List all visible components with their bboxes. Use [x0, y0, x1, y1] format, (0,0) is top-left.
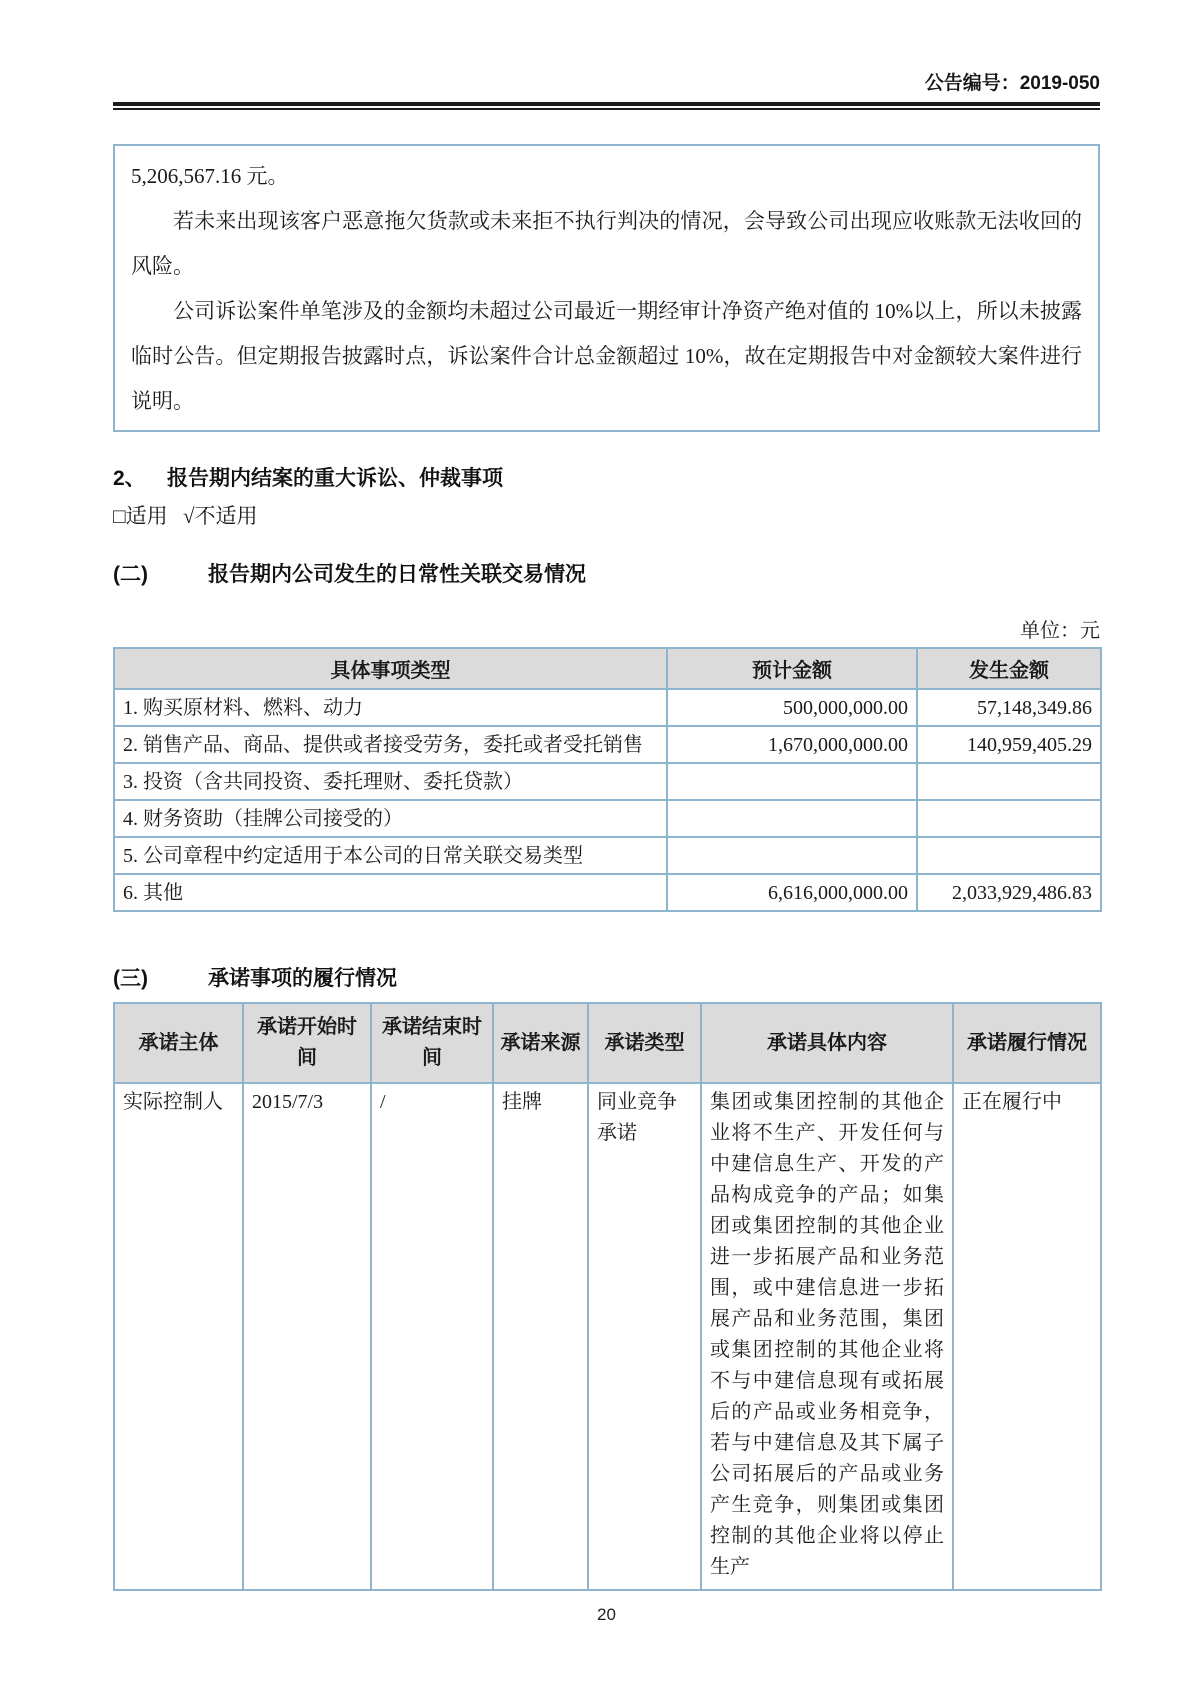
table2-header-end: 承诺结束时间: [371, 1003, 493, 1083]
checkbox-applicable-option: □适用: [113, 504, 168, 528]
table2-header-type: 承诺类型: [588, 1003, 701, 1083]
table-cell: 2. 销售产品、商品、提供或者接受劳务，委托或者受托销售: [114, 726, 667, 763]
announcement-number: 公告编号：2019-050: [924, 73, 1100, 94]
commitment-status-cell: 正在履行中: [953, 1083, 1101, 1590]
section-iii-title: 承诺事项的履行情况: [208, 967, 397, 990]
commitments-table: [113, 1002, 1102, 1591]
risk-note-box: [113, 144, 1100, 432]
table-cell: [667, 763, 917, 800]
table2-header-subject: 承诺主体: [114, 1003, 243, 1083]
table2-header-status: 承诺履行情况: [953, 1003, 1101, 1083]
table-row: [114, 763, 1101, 800]
risk-note-paragraph-disclosure: 公司诉讼案件单笔涉及的金额均未超过公司最近一期经审计净资产绝对值的 10%以上，所以未披露临时公告。但定期报告披露时点，诉讼案件合计总金额超过 10%，故在定期报告中对金额较大案件进行说明。: [131, 299, 1082, 413]
table-cell: 1. 购买原材料、燃料、动力: [114, 689, 667, 726]
commitment-type-cell: 同业竞争承诺: [588, 1083, 701, 1590]
table1-header-type: 具体事项类型: [114, 648, 667, 689]
check-not-applicable-option: √不适用: [182, 504, 258, 528]
table1-header-estimated: 预计金额: [667, 648, 917, 689]
table-cell: [917, 837, 1101, 874]
table-cell: [917, 800, 1101, 837]
table-row: [114, 800, 1101, 837]
risk-note-paragraph-risk: 若未来出现该客户恶意拖欠货款或未来拒不执行判决的情况，会导致公司出现应收账款无法收回的风险。: [131, 209, 1082, 278]
table2-header-start: 承诺开始时间: [243, 1003, 371, 1083]
section-2-heading: [113, 462, 1100, 492]
section-2-title: 报告期内结案的重大诉讼、仲裁事项: [167, 467, 503, 490]
table-row: [114, 689, 1101, 726]
table-cell: 57,148,349.86: [917, 689, 1101, 726]
table-header-row: [114, 648, 1101, 689]
table-cell: 1,670,000,000.00: [667, 726, 917, 763]
section-2-number: 2、: [113, 467, 146, 490]
table-row: [114, 874, 1101, 911]
section-ii-heading: [113, 558, 1100, 588]
table-cell: [917, 763, 1101, 800]
table2-header-content: 承诺具体内容: [701, 1003, 953, 1083]
table1-header-actual: 发生金额: [917, 648, 1101, 689]
table-cell: 5. 公司章程中约定适用于本公司的日常关联交易类型: [114, 837, 667, 874]
table2-header-source: 承诺来源: [493, 1003, 588, 1083]
risk-note-paragraph-amount: 5,206,567.16 元。: [131, 164, 289, 188]
section-ii-title: 报告期内公司发生的日常性关联交易情况: [208, 563, 586, 586]
table-cell: 6,616,000,000.00: [667, 874, 917, 911]
table-cell: [667, 800, 917, 837]
commitment-end-cell: /: [371, 1083, 493, 1590]
table-cell: 140,959,405.29: [917, 726, 1101, 763]
daily-transactions-table: [113, 647, 1102, 912]
commitment-content-cell: 集团或集团控制的其他企业将不生产、开发任何与中建信息生产、开发的产品构成竞争的产品；如集团或集团控制的其他企业进一步拓展产品和业务范围，或中建信息进一步拓展产品和业务范围，集团或集团控制的其他企业将不与中建信息现有或拓展后的产品或业务相竞争，若与中建信息及其下属子公司拓展后的产品或业务产生竞争，则集团或集团控制的其他企业将以停止生产: [701, 1083, 953, 1590]
section-iii-number: (三): [113, 967, 148, 990]
section-iii-heading: [113, 962, 1100, 992]
table-cell: 500,000,000.00: [667, 689, 917, 726]
page-number: 20: [597, 1605, 616, 1624]
table-row: [114, 1083, 1101, 1590]
table-row: [114, 837, 1101, 874]
table-cell: 3. 投资（含共同投资、委托理财、委托贷款）: [114, 763, 667, 800]
applicability-line: [113, 500, 1100, 530]
table-cell: 6. 其他: [114, 874, 667, 911]
commitment-subject-cell: 实际控制人: [114, 1083, 243, 1590]
section-ii-number: (二): [113, 563, 148, 586]
table-row: [114, 726, 1101, 763]
table-cell: [667, 837, 917, 874]
header-rule: [113, 102, 1100, 110]
table-cell: 4. 财务资助（挂牌公司接受的）: [114, 800, 667, 837]
table-header-row: [114, 1003, 1101, 1083]
unit-label: 单位：元: [1020, 620, 1100, 642]
commitment-start-cell: 2015/7/3: [243, 1083, 371, 1590]
table-cell: 2,033,929,486.83: [917, 874, 1101, 911]
document-page: [113, 0, 1100, 1625]
commitment-source-cell: 挂牌: [493, 1083, 588, 1590]
